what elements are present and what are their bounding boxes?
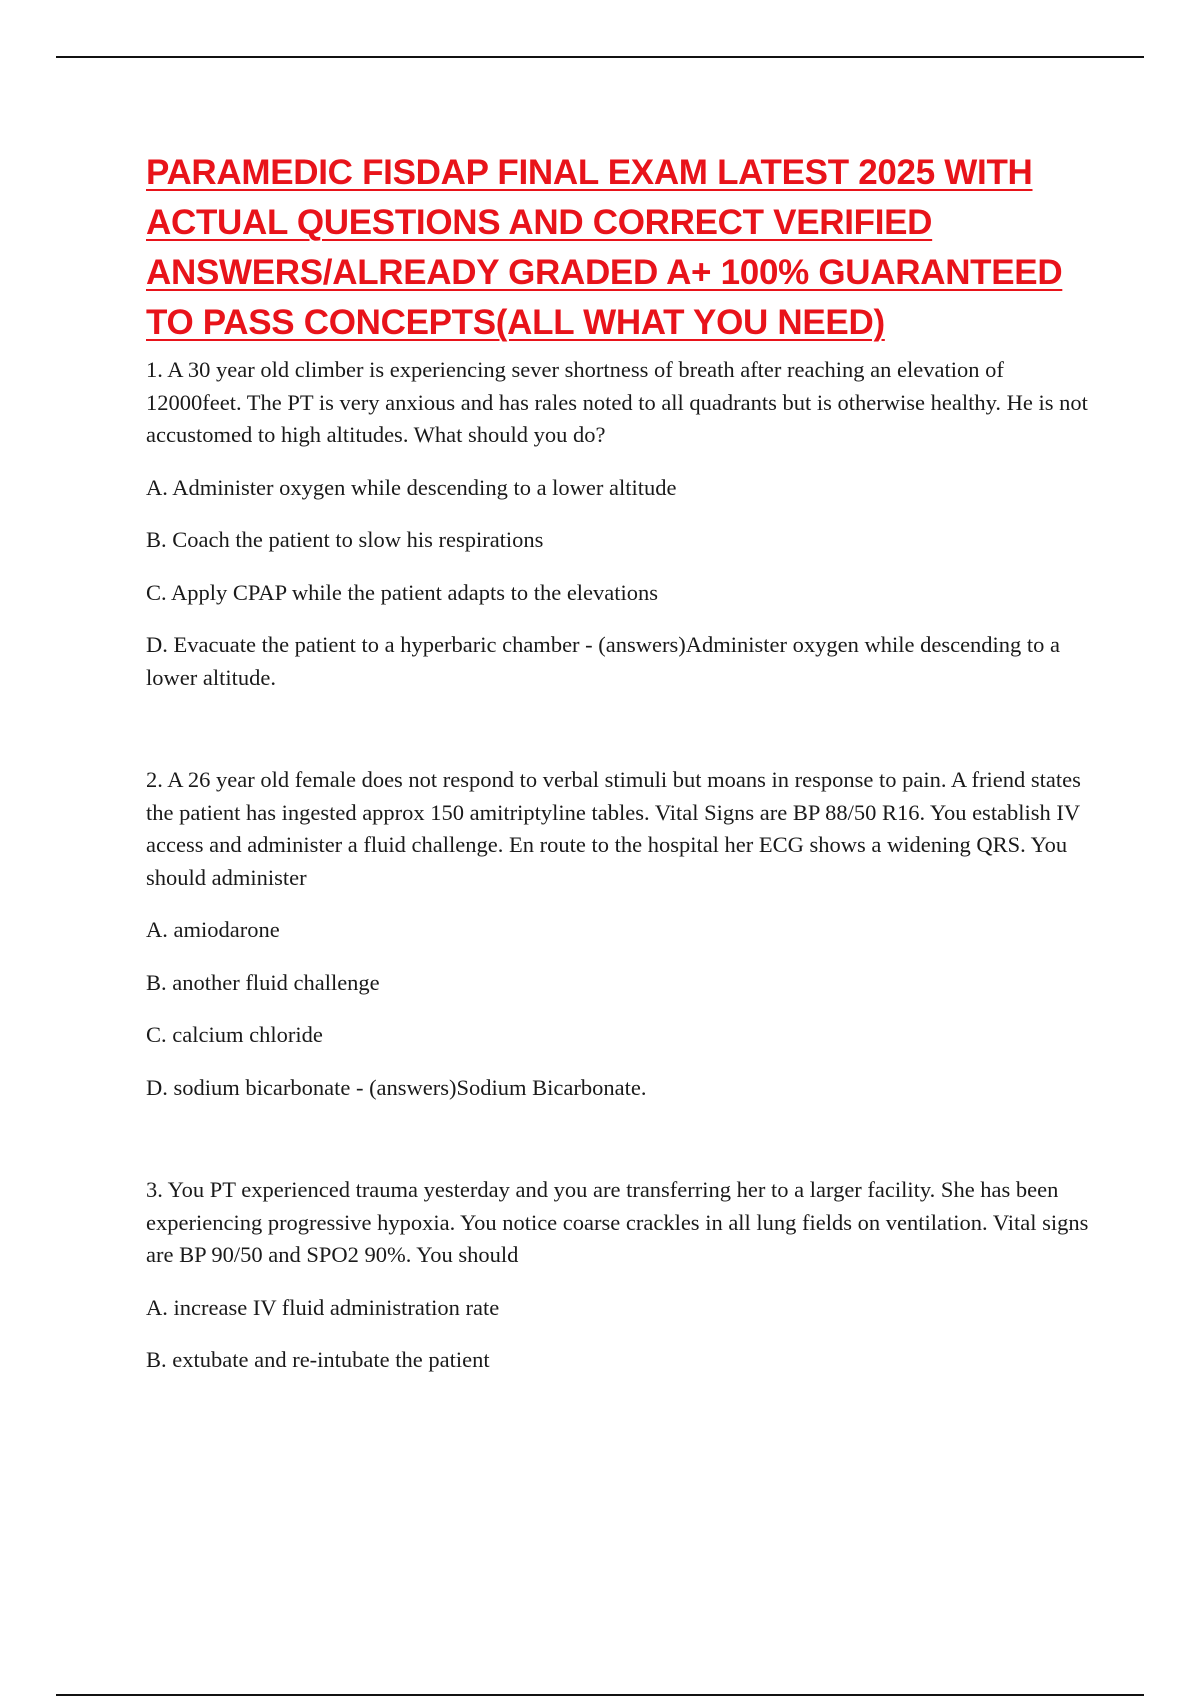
- answer-option: B. another fluid challenge: [146, 969, 380, 995]
- answer-option: A. Administer oxygen while descending to a lower altitude: [146, 474, 677, 500]
- answer-option: C. Apply CPAP while the patient adapts to the elevations: [146, 579, 659, 605]
- document-body: [146, 148, 1096, 1397]
- question-3: [146, 1174, 1096, 1377]
- question-2: [146, 764, 1096, 1104]
- document-title: PARAMEDIC FISDAP FINAL EXAM LATEST 2025 WITH ACTUAL QUESTIONS AND CORRECT VERIFIED ANSWERS/ALREADY GRADED A+ 100% GUARANTEED TO PASS CONCEPTS(ALL WHAT YOU NEED): [146, 153, 1063, 342]
- answer-option: D. sodium bicarbonate - (answers)Sodium Bicarbonate.: [146, 1074, 647, 1100]
- answer-option: C. calcium chloride: [146, 1022, 323, 1047]
- question-text: 3. You PT experienced trauma yesterday and you are transferring her to a larger facility. She has been experiencing progressive hypoxia. You notice coarse crackles in all lung fields on ventilation. Vital signs are BP 90/50 and SPO2 90%. You should: [146, 1177, 1089, 1267]
- bottom-rule: [56, 1694, 1144, 1696]
- answer-option: A. increase IV fluid administration rate: [146, 1294, 500, 1320]
- answer-option: B. Coach the patient to slow his respirations: [146, 527, 544, 552]
- question-spacer: [146, 714, 1096, 764]
- question-text: 1. A 30 year old climber is experiencing sever shortness of breath after reaching an elevation of 12000feet. The PT is very anxious and has rales noted to all quadrants but is otherwise healthy. He is not accustomed to high altitudes. What should you do?: [146, 357, 1088, 447]
- question-1: [146, 354, 1096, 694]
- answer-option: B. extubate and re-intubate the patient: [146, 1347, 490, 1372]
- question-spacer: [146, 1124, 1096, 1174]
- question-text: 2. A 26 year old female does not respond to verbal stimuli but moans in response to pain. A friend states the patient has ingested approx 150 amitriptyline tables. Vital Signs are BP 88/50 R16. You establish IV access and administer a fluid challenge. En route to the hospital her ECG shows a widening QRS. You should administer: [146, 767, 1081, 890]
- answer-option: A. amiodarone: [146, 917, 280, 942]
- answer-option: D. Evacuate the patient to a hyperbaric chamber - (answers)Administer oxygen while descending to a lower altitude.: [146, 632, 1061, 690]
- top-rule: [56, 56, 1144, 58]
